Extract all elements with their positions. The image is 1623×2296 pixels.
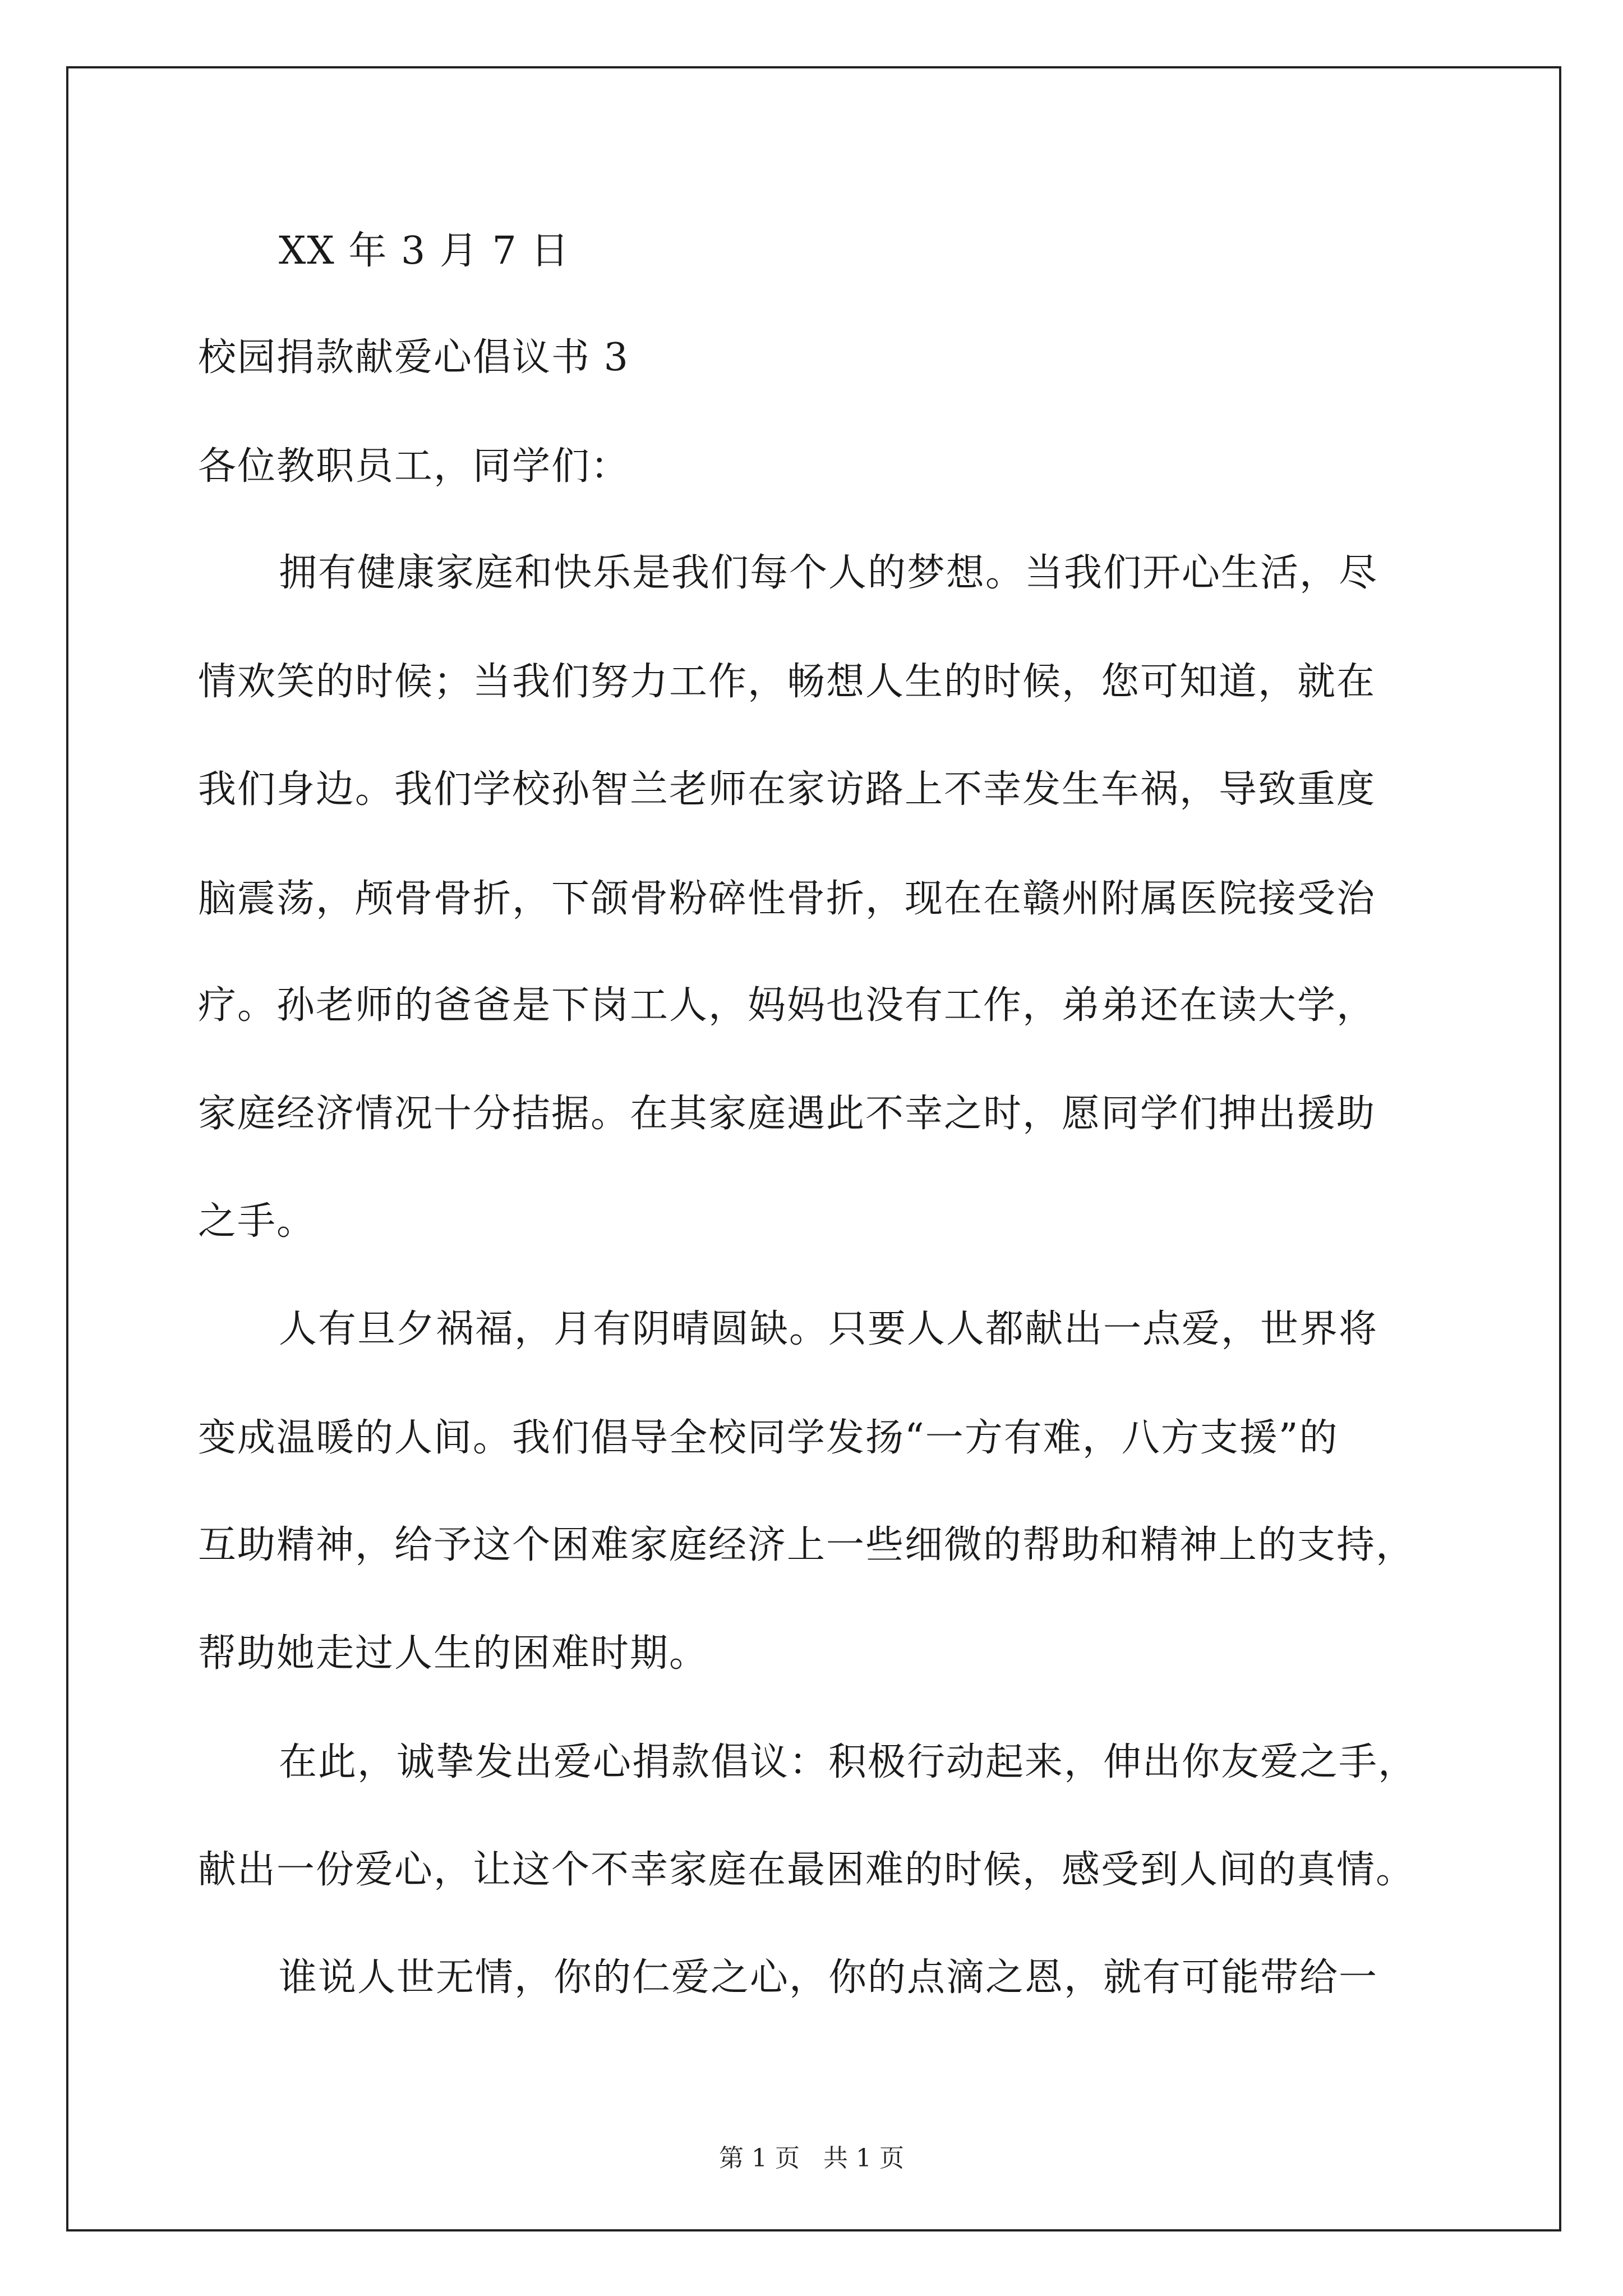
paragraph-2-line-1: 人有旦夕祸福，月有阴晴圆缺。只要人人都献出一点爱，世界将 bbox=[279, 1307, 1378, 1351]
paragraph-2-line-4: 帮助她走过人生的困难时期。 bbox=[198, 1631, 709, 1676]
page-border bbox=[66, 66, 1561, 2231]
page-number: 第 1 页 bbox=[719, 2144, 800, 2173]
paragraph-1-line-7: 之手。 bbox=[198, 1199, 316, 1244]
paragraph-1-line-3: 我们身边。我们学校孙智兰老师在家访路上不幸发生车祸，导致重度 bbox=[198, 767, 1376, 812]
paragraph-1-line-6: 家庭经济情况十分拮据。在其家庭遇此不幸之时，愿同学们抻出援助 bbox=[198, 1092, 1376, 1136]
paragraph-4-line-1: 谁说人世无情，你的仁爱之心，你的点滴之恩，就有可能带给一 bbox=[279, 1955, 1378, 2000]
date-line: XX 年 3 月 7 日 bbox=[279, 229, 570, 273]
paragraph-1-line-5: 疗。孙老师的爸爸是下岗工人，妈妈也没有工作，弟弟还在读大学， bbox=[198, 983, 1376, 1028]
page-total: 共 1 页 bbox=[823, 2144, 904, 2173]
paragraph-1-line-1: 拥有健康家庭和快乐是我们每个人的梦想。当我们开心生活，尽 bbox=[279, 551, 1378, 595]
paragraph-2-line-3: 互助精神，给予这个困难家庭经济上一些细微的帮助和精神上的支持， bbox=[198, 1523, 1415, 1567]
paragraph-3-line-2: 献出一份爱心，让这个不幸家庭在最困难的时候，感受到人间的真情。 bbox=[198, 1848, 1415, 1892]
paragraph-1-line-4: 脑震荡，颅骨骨折，下颌骨粉碎性骨折，现在在赣州附属医院接受治 bbox=[198, 877, 1376, 921]
paragraph-2-line-2: 变成温暖的人间。我们倡导全校同学发扬“一方有难，八方支援”的 bbox=[198, 1416, 1339, 1460]
salutation: 各位教职员工，同学们： bbox=[198, 444, 630, 489]
paragraph-3-line-1: 在此，诚挚发出爱心捐款倡议：积极行动起来，伸出你友爱之手， bbox=[279, 1740, 1418, 1784]
paragraph-1-line-2: 情欢笑的时候；当我们努力工作，畅想人生的时候，您可知道，就在 bbox=[198, 660, 1376, 704]
document-title: 校园捐款献爱心倡议书 3 bbox=[198, 335, 629, 380]
page-footer bbox=[0, 2142, 1623, 2175]
